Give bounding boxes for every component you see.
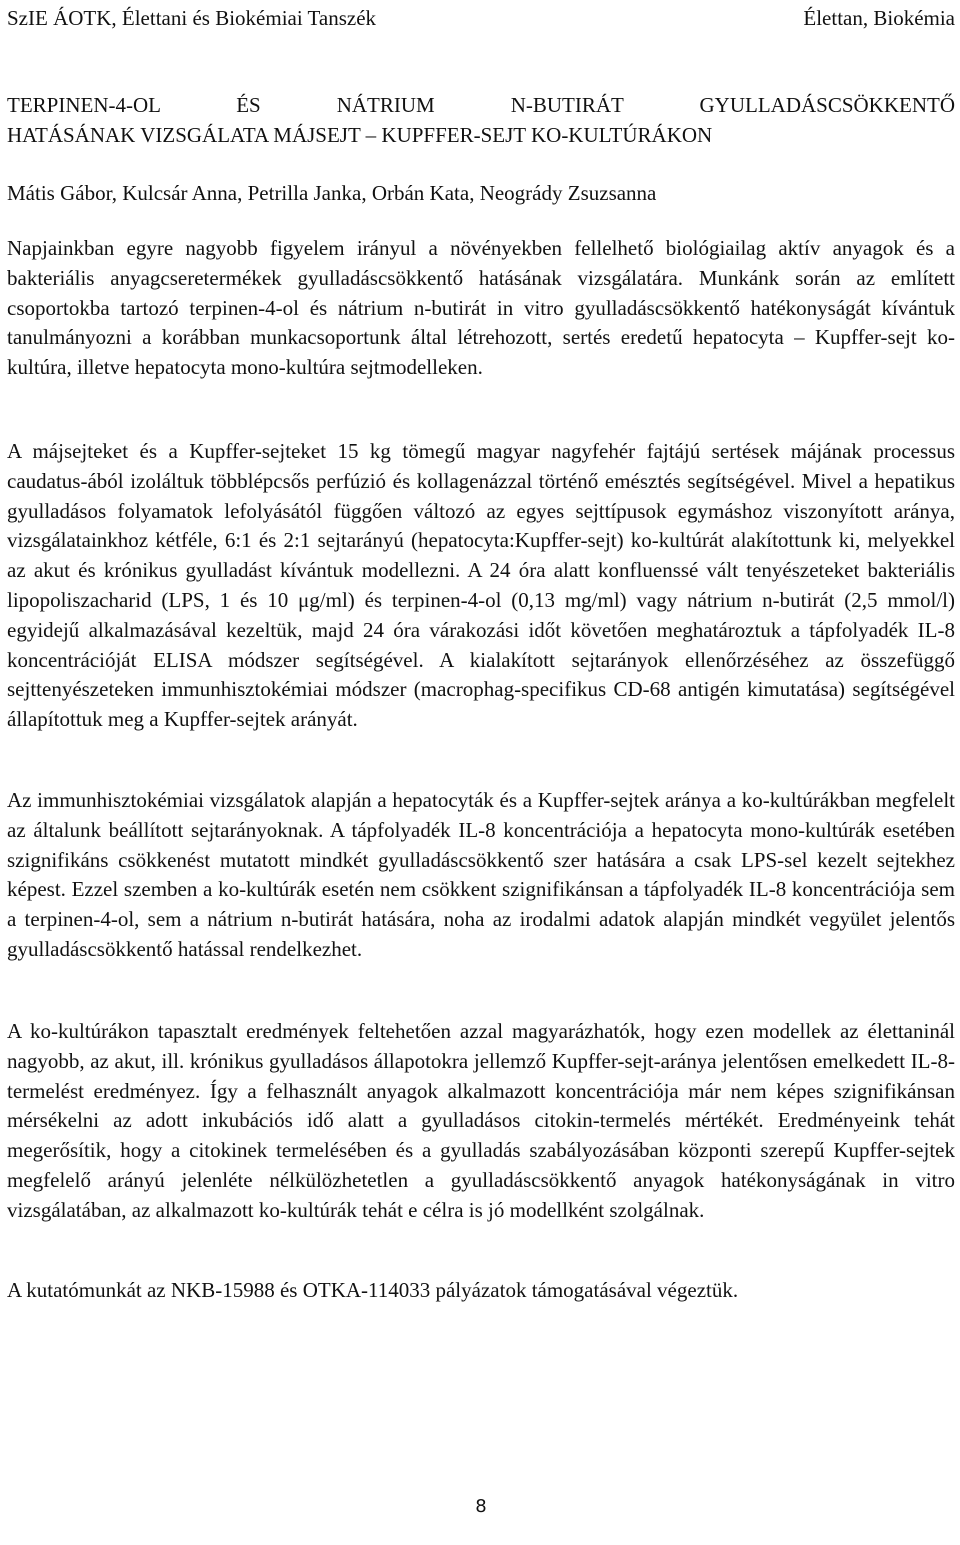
- paragraph-results: Az immunhisztokémiai vizsgálatok alapján a hepatocyták és a Kupffer-sejtek aránya a ko-kultúrákban megfelelt az általunk beállított sejtarányoknak. A tápfolyadék IL-8 koncentrációja a hepatocyta mono-kultúrák esetében szignifikáns csökkenést mutatott mindkét gyulladáscsökkentő szer hatására a csak LPS-sel kezelt sejtekhez képest. Ezzel szemben a ko-kultúrák esetén nem csökkent szignifikánsan a tápfolyadék IL-8 koncentrációja sem a terpinen-4-ol, sem a nátrium n-butirát hatására, noha az irodalmi adatok alapján mindkét vegyület jelentős gyulladáscsökkentő hatással rendelkezhet.: [7, 788, 955, 961]
- page-number: 8: [475, 1496, 487, 1517]
- paragraph-discussion: A ko-kultúrákon tapasztalt eredmények feltehetően azzal magyarázhatók, hogy ezen modellek az élettaninál nagyobb, az akut, ill. krónikus gyulladásos állapotokra jellemző Kupffer-sejt-aránya jelentősen emelkedett IL-8-termelést eredményez. Így a felhasznált anyagok alkalmazott koncentrációja már nem képes szignifikánsan mérsékelni az adott inkubációs idő alatt a gyulladásos citokin-termelés mértékét. Eredményeink tehát megerősítik, hogy a citokinek termelésében és a gyulladás szabályozásában központi szerepű Kupffer-sejtek megfelelő arányú jelenléte nélkülözhetetlen a gyulladáscsökkentő anyagok hatékonyságának in vitro vizsgálatában, az alkalmazott ko-kultúrák tehát e célra is jó modellként szolgálnak.: [7, 1019, 955, 1222]
- paragraph-methods: A májsejteket és a Kupffer-sejteket 15 kg tömegű magyar nagyfehér fajtájú sertések májának processus caudatus-ából izoláltuk többlépcsős perfúzió és kollagenázzal történő emésztés segítségével. Mivel a hepatikus gyulladásos folyamatok lefolyásától függően változó az egyes sejttípusok egymáshoz viszonyított aránya, vizsgálatainkhoz kétféle, 6:1 és 2:1 sejtarányú (hepatocyta:Kupffer-sejt) ko-kultúrát alakítottunk ki, melyekkel az akut és krónikus gyulladást kívántuk modellezni. A 24 óra alatt konfluenssé vált tenyészeteket bakteriális lipopoliszacharid (LPS, 1 és 10 μg/ml) és terpinen-4-ol (0,13 mg/ml) vagy nátrium n-butirát (2,5 mmol/l) egyidejű alkalmazásával kezeltük, majd 24 óra várakozási időt követően meghatároztuk a tápfolyadék IL-8 koncentrációját ELISA módszer segítségével. A kialakított sejtarányok ellenőrzéséhez az összefüggő sejttenyészeteken immunhisztokémiai módszer (macrophag-specifikus CD-68 antigén kimutatása) segítségével állapítottuk meg a Kupffer-sejtek arányát.: [7, 439, 955, 732]
- paper-title: [7, 90, 955, 150]
- author-list: Mátis Gábor, Kulcsár Anna, Petrilla Janka, Orbán Kata, Neogrády Zsuzsanna: [7, 181, 657, 205]
- paragraph-acknowledgement: A kutatómunkát az NKB-15988 és OTKA-114033 pályázatok támogatásával végeztük.: [7, 1278, 739, 1302]
- title-line-2: HATÁSÁNAK VIZSGÁLATA MÁJSEJT – KUPFFER-SEJT KO-KULTÚRÁKON: [7, 123, 713, 147]
- page-header: [7, 6, 955, 34]
- paragraph-introduction: Napjainkban egyre nagyobb figyelem irányul a növényekben fellelhető biológiailag aktív anyagok és a bakteriális anyagcseretermékek gyulladáscsökkentő hatásának vizsgálatára. Munkánk során az említett csoportokba tartozó terpinen-4-ol és nátrium n-butirát in vitro gyulladáscsökkentő hatékonyságát kívántuk tanulmányozni a korábban munkacsoportunk által létrehozott, sertés eredetű hepatocyta – Kupffer-sejt ko-kultúra, illetve hepatocyta mono-kultúra sejtmodelleken.: [7, 236, 955, 380]
- header-department: SzIE ÁOTK, Élettani és Biokémiai Tanszék: [7, 6, 377, 30]
- title-line-1: TERPINEN-4-OL ÉS NÁTRIUM N-BUTIRÁT GYULLADÁSCSÖKKENTŐ: [7, 93, 955, 117]
- header-subject: Élettan, Biokémia: [803, 6, 955, 30]
